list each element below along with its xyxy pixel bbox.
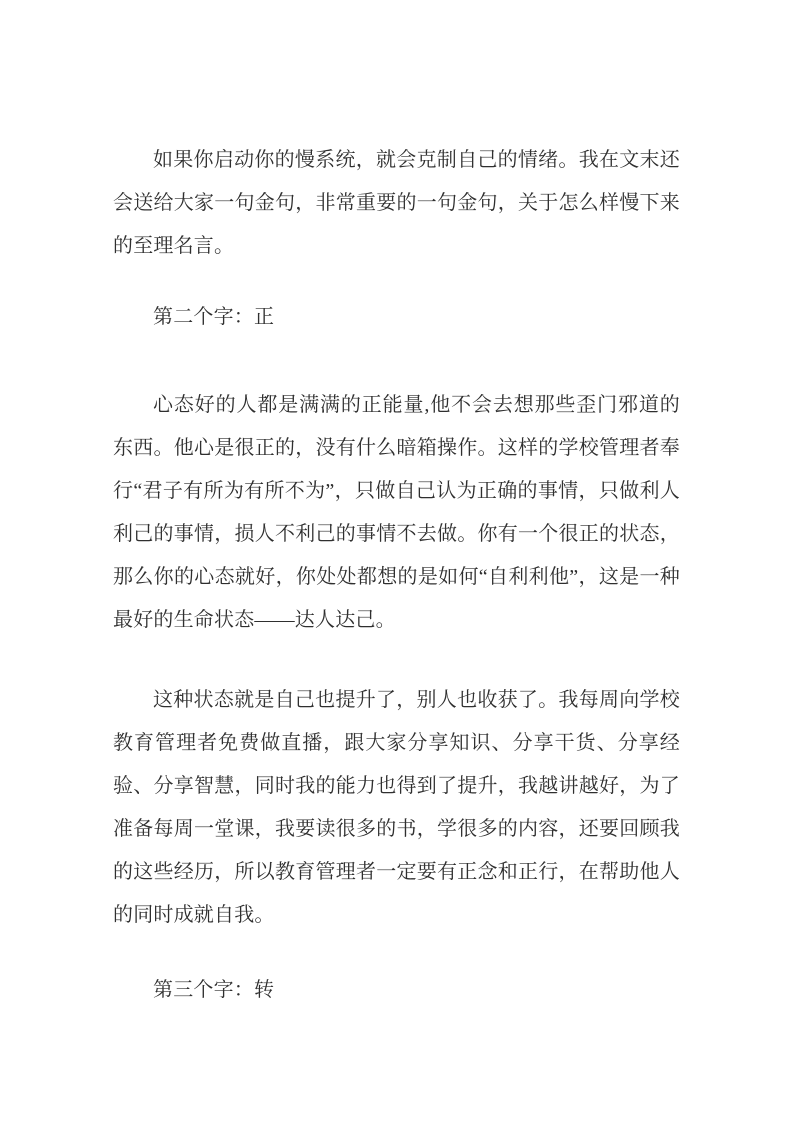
paragraph: 如果你启动你的慢系统，就会克制自己的情绪。我在文末还会送给大家一句金句，非常重要的一句金句，关于怎么样慢下来的至理名言。 (113, 149, 680, 257)
paragraph: 心态好的人都是满满的正能量,他不会去想那些歪门邪道的东西。他心是很正的，没有什么暗箱操作。这样的学校管理者奉行“君子有所为有所不为”，只做自己认为正确的事情，只做利人利己的事情，损人不利己的事情不去做。你有一个很正的状态，那么你的心态就好，你处处都想的是如何“自利利他”，这是一种最好的生命状态——达人达己。 (113, 394, 680, 631)
paragraph: 这种状态就是自己也提升了，别人也收获了。我每周向学校教育管理者免费做直播，跟大家分享知识、分享干货、分享经验、分享智慧，同时我的能力也得到了提升，我越讲越好，为了准备每周一堂课，我要读很多的书，学很多的内容，还要回顾我的这些经历，所以教育管理者一定要有正念和正行，在帮助他人的同时成就自我。 (113, 689, 680, 926)
section-heading: 第二个字：正 (153, 306, 275, 328)
section-heading: 第三个字：转 (153, 979, 275, 1001)
